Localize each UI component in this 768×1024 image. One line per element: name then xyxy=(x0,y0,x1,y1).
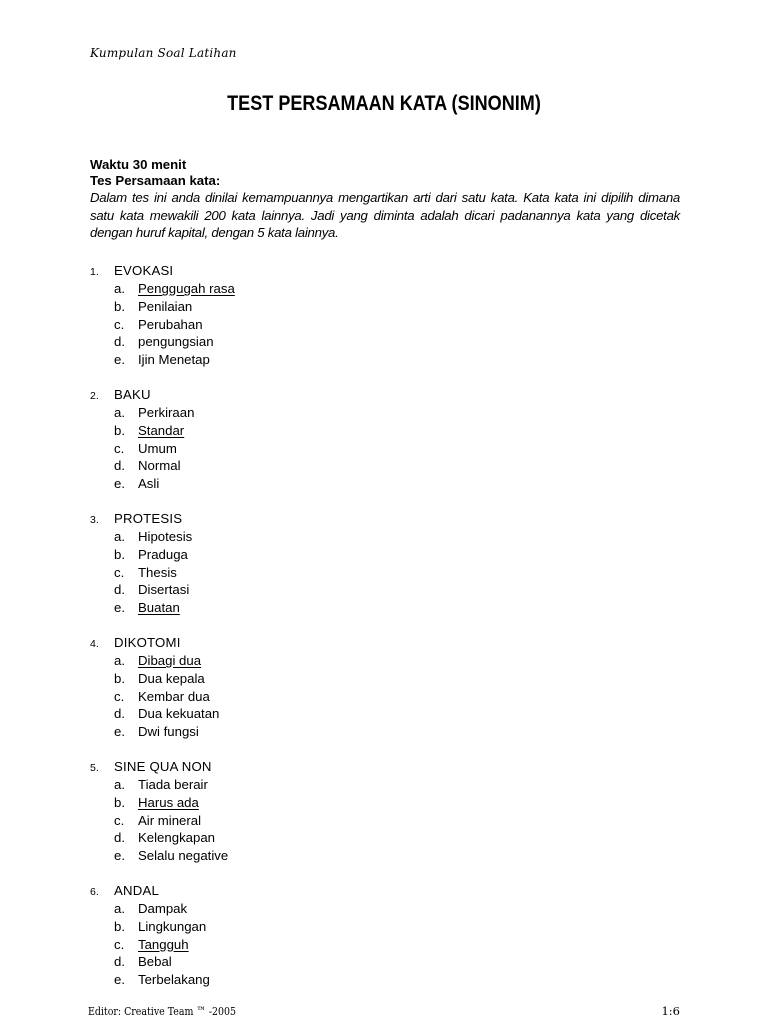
option-item xyxy=(90,777,690,795)
option-letter: c. xyxy=(114,936,125,952)
option-letter: c. xyxy=(114,440,125,456)
option-text: Kelengkapan xyxy=(138,830,215,846)
option-letter: e. xyxy=(114,476,125,492)
question-line xyxy=(90,883,690,901)
footer-editor: Editor: Creative Team ™ -2005 xyxy=(88,1004,237,1018)
question-line xyxy=(90,635,690,653)
option-text: Selalu negative xyxy=(138,848,229,864)
option-letter: d. xyxy=(114,582,125,598)
option-list xyxy=(90,529,690,618)
question-word: PROTESIS xyxy=(114,510,183,526)
option-letter: c. xyxy=(114,812,125,828)
option-text: Dwi fungsi xyxy=(138,724,199,740)
option-text: Perubahan xyxy=(138,316,203,332)
question-number: 2. xyxy=(90,389,99,402)
option-item xyxy=(90,689,690,707)
option-item xyxy=(90,848,690,866)
option-letter: e. xyxy=(114,724,125,740)
option-item xyxy=(90,352,690,370)
option-letter: d. xyxy=(114,830,125,846)
option-text: Umum xyxy=(138,440,177,456)
option-item xyxy=(90,653,690,671)
option-letter: b. xyxy=(114,918,125,934)
question-number: 3. xyxy=(90,513,99,526)
option-item xyxy=(90,423,690,441)
question-word: SINE QUA NON xyxy=(114,758,212,774)
question-line xyxy=(90,511,690,529)
option-text: pengungsian xyxy=(138,334,214,350)
time-limit: Waktu 30 menit xyxy=(90,157,187,172)
option-text: Bebal xyxy=(138,954,172,970)
option-text: Terbelakang xyxy=(138,972,210,988)
option-text: Penilaian xyxy=(138,298,193,314)
question-word: ANDAL xyxy=(114,882,159,898)
question-list xyxy=(90,263,690,1007)
instructions xyxy=(90,157,680,242)
option-item xyxy=(90,901,690,919)
question-line xyxy=(90,759,690,777)
option-letter: b. xyxy=(114,298,125,314)
page-number: 1:6 xyxy=(661,1004,680,1018)
question-item xyxy=(90,387,690,494)
option-letter: a. xyxy=(114,404,125,420)
option-text: Air mineral xyxy=(138,812,202,828)
option-item xyxy=(90,458,690,476)
option-letter: b. xyxy=(114,670,125,686)
option-text: Asli xyxy=(138,476,160,492)
option-letter: d. xyxy=(114,954,125,970)
option-text: Ijin Menetap xyxy=(138,352,210,368)
option-letter: c. xyxy=(114,688,125,704)
option-text: Perkiraan xyxy=(138,404,195,420)
correct-answer-text: Dibagi dua xyxy=(138,652,202,668)
option-text: Dampak xyxy=(138,900,188,916)
page-footer xyxy=(88,1004,680,1018)
option-letter: d. xyxy=(114,334,125,350)
question-line xyxy=(90,387,690,405)
correct-answer-text: Standar xyxy=(138,422,185,438)
option-letter: d. xyxy=(114,458,125,474)
option-item xyxy=(90,671,690,689)
option-item xyxy=(90,937,690,955)
option-item xyxy=(90,972,690,990)
option-letter: a. xyxy=(114,652,125,668)
question-number: 5. xyxy=(90,761,99,774)
option-item xyxy=(90,334,690,352)
option-letter: b. xyxy=(114,794,125,810)
question-line xyxy=(90,263,690,281)
correct-answer-text: Penggugah rasa xyxy=(138,281,235,296)
question-item xyxy=(90,635,690,742)
option-text: Praduga xyxy=(138,546,188,562)
page-title: TEST PERSAMAAN KATA (SINONIM) xyxy=(227,92,541,115)
option-item xyxy=(90,830,690,848)
option-text: Dua kekuatan xyxy=(138,706,220,722)
option-item xyxy=(90,724,690,742)
option-letter: a. xyxy=(114,776,125,792)
question-word: DIKOTOMI xyxy=(114,634,181,650)
question-item xyxy=(90,511,690,618)
question-word: BAKU xyxy=(114,386,151,402)
option-letter: b. xyxy=(114,546,125,562)
option-item xyxy=(90,954,690,972)
question-item xyxy=(90,759,690,866)
option-item xyxy=(90,476,690,494)
option-item xyxy=(90,405,690,423)
option-item xyxy=(90,582,690,600)
option-letter: c. xyxy=(114,316,125,332)
option-text: Disertasi xyxy=(138,582,190,598)
option-letter: a. xyxy=(114,528,125,544)
option-list xyxy=(90,777,690,866)
option-item xyxy=(90,529,690,547)
option-item xyxy=(90,795,690,813)
option-item xyxy=(90,600,690,618)
option-text: Normal xyxy=(138,458,181,474)
question-item xyxy=(90,263,690,370)
option-letter: b. xyxy=(114,422,125,438)
option-text: Tiada berair xyxy=(138,776,208,792)
option-list xyxy=(90,281,690,370)
option-letter: e. xyxy=(114,352,125,368)
option-letter: d. xyxy=(114,706,125,722)
option-letter: a. xyxy=(114,281,125,296)
correct-answer-text: Tangguh xyxy=(138,936,189,952)
option-item xyxy=(90,441,690,459)
option-item xyxy=(90,299,690,317)
option-list xyxy=(90,653,690,742)
option-letter: c. xyxy=(114,564,125,580)
option-item xyxy=(90,281,690,299)
correct-answer-text: Buatan xyxy=(138,600,180,616)
option-item xyxy=(90,547,690,565)
correct-answer-text: Harus ada xyxy=(138,794,199,810)
option-letter: e. xyxy=(114,600,125,616)
option-list xyxy=(90,405,690,494)
test-description: Dalam tes ini anda dinilai kemampuannya mengartikan arti dari satu kata. Kata kata ini dipilih dimana satu kata mewakili 200 kata lainnya. Jadi yang diminta adalah dicari padanannya kata yang dicetak dengan huruf kapital, dengan 5 kata lainnya. xyxy=(90,190,680,241)
option-item xyxy=(90,565,690,583)
question-number: 4. xyxy=(90,637,99,650)
option-text: Dua kepala xyxy=(138,670,205,686)
option-item xyxy=(90,317,690,335)
question-item xyxy=(90,883,690,990)
option-text: Kembar dua xyxy=(138,688,210,704)
option-text: Lingkungan xyxy=(138,918,207,934)
question-number: 6. xyxy=(90,885,99,898)
option-item xyxy=(90,706,690,724)
option-letter: e. xyxy=(114,972,125,988)
option-list xyxy=(90,901,690,990)
option-item xyxy=(90,813,690,831)
question-number: 1. xyxy=(90,266,99,278)
option-letter: e. xyxy=(114,848,125,864)
option-text: Hipotesis xyxy=(138,528,193,544)
option-item xyxy=(90,919,690,937)
question-word: EVOKASI xyxy=(114,263,174,278)
test-subtitle: Tes Persamaan kata: xyxy=(90,173,221,188)
option-letter: a. xyxy=(114,900,125,916)
running-header: Kumpulan Soal Latihan xyxy=(90,46,237,60)
option-text: Thesis xyxy=(138,564,177,580)
